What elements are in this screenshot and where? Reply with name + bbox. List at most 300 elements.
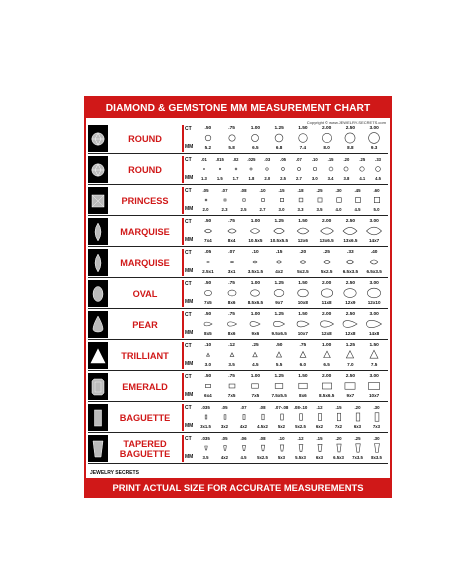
size-cell (354, 155, 370, 184)
princess-shape-icon (253, 194, 272, 206)
carat-value: .45 (354, 188, 361, 193)
column-divider (182, 435, 184, 462)
millimeter-label: MM (185, 144, 194, 150)
size-cell (348, 434, 367, 463)
size-cell (363, 248, 385, 277)
mm-value: 4.5 (354, 207, 361, 212)
size-cell (215, 186, 234, 215)
gem-row (88, 403, 388, 433)
carat-label: CT (185, 281, 192, 287)
mm-value: 5.5 (275, 362, 283, 367)
carat-value: .20 (335, 436, 342, 441)
size-cell (268, 372, 290, 401)
trilliant-shape-icon (221, 349, 243, 361)
emerald-shape-icon (221, 380, 243, 392)
gem-row (88, 310, 388, 340)
tapered-shape-icon (310, 442, 329, 454)
gem-row (88, 124, 388, 154)
tapered-shape-icon (253, 442, 272, 454)
size-cell (363, 217, 385, 246)
carat-value: .05 (202, 188, 209, 193)
size-cell (253, 403, 272, 432)
mm-value: 9x6 (251, 331, 260, 336)
carat-value: 1.00 (250, 126, 261, 131)
column-divider (182, 404, 184, 431)
mm-value: 5.8 (228, 145, 235, 150)
mm-value: 4.5 (375, 176, 381, 181)
size-cell (292, 341, 314, 370)
size-cell (244, 372, 266, 401)
mm-value: 4.1 (359, 176, 366, 181)
carat-label: CT (185, 405, 192, 411)
carat-value: 1.00 (250, 219, 261, 224)
pear-shape-icon (316, 318, 338, 330)
marquise-small-shape-icon (316, 256, 338, 268)
baguette-shape-icon (348, 411, 367, 423)
carat-value: .75 (228, 281, 235, 286)
size-cell (275, 155, 291, 184)
carat-value: .03 (264, 157, 271, 162)
mm-value: 5.2 (204, 145, 212, 150)
marquise-gem-icon (88, 218, 108, 245)
size-cell (316, 248, 338, 277)
gem-name: ROUND (108, 156, 182, 183)
tapered-shape-icon (272, 442, 291, 454)
carat-value: .50 (275, 343, 283, 348)
mm-value: 3.0 (278, 207, 285, 212)
mm-value: 12x9 (345, 300, 356, 305)
carat-value: .12 (297, 436, 304, 441)
size-cell (268, 248, 290, 277)
mm-value: 7x4 (204, 238, 212, 243)
mm-value: 3.3 (297, 207, 304, 212)
size-cell (310, 403, 329, 432)
mm-value: 14x8 (369, 331, 380, 336)
pear-shape-icon (339, 318, 361, 330)
size-cell (348, 403, 367, 432)
size-cell (197, 372, 219, 401)
size-cell (253, 186, 272, 215)
mm-value: 2.7 (296, 176, 302, 181)
round-small-shape-icon (228, 163, 244, 175)
mm-value: 5x2.5 (320, 269, 333, 274)
carat-value: 3.00 (369, 219, 379, 224)
marquise-small-shape-icon (244, 256, 266, 268)
mm-value: 4.5 (240, 455, 247, 460)
size-cell (339, 310, 361, 339)
oval-gem-icon (88, 280, 108, 307)
mm-value: 8x6 (227, 331, 236, 336)
carat-value: .50 (204, 374, 212, 379)
pear-shape-icon (197, 318, 219, 330)
carat-value: 1.50 (298, 219, 308, 224)
oval-shape-icon (197, 287, 219, 299)
mm-value: 8x4 (227, 238, 236, 243)
size-cell (196, 403, 215, 432)
emerald-shape-icon (316, 380, 338, 392)
carat-value: .08-.10 (293, 405, 308, 410)
round-small-shape-icon (323, 163, 339, 175)
size-cell (221, 372, 243, 401)
carat-value: .30 (335, 188, 342, 193)
carat-value: .02 (232, 157, 239, 162)
mm-value: 6x4 (204, 393, 212, 398)
princess-shape-icon (348, 194, 367, 206)
baguette-shape-icon (329, 411, 348, 423)
carat-value: .07 (296, 157, 302, 162)
size-cell (221, 341, 243, 370)
size-cell (253, 434, 272, 463)
round-gem-icon (88, 125, 108, 152)
mm-value: 6.8 (275, 145, 283, 150)
princess-gem-icon (88, 187, 108, 214)
carat-value: 1.00 (250, 312, 261, 317)
carat-value: 2.00 (321, 126, 332, 131)
gem-row (88, 434, 388, 464)
carat-value: .015 (215, 157, 224, 162)
gem-name: MARQUISE (108, 218, 182, 245)
baguette-shape-icon (310, 411, 329, 423)
mm-value: 7.5x5.5 (271, 393, 287, 398)
size-cell (363, 279, 385, 308)
carat-label: CT (185, 374, 192, 380)
tapered-shape-icon (196, 442, 215, 454)
size-cell (234, 434, 253, 463)
size-cell (221, 279, 243, 308)
carat-value: 2.50 (345, 219, 356, 224)
carat-value: .06 (240, 436, 247, 441)
tapered-shape-icon (367, 442, 386, 454)
size-cells (196, 217, 386, 246)
mm-value: 4.5x2 (257, 424, 268, 429)
gem-name: BAGUETTE (108, 404, 182, 431)
mm-value: 3.5x1.5 (247, 269, 264, 274)
carat-value: 2.00 (321, 312, 332, 317)
carat-value: .12 (316, 405, 323, 410)
carat-value: .30 (373, 436, 380, 441)
mm-value: 6.5x3 (333, 455, 344, 460)
size-cell (323, 155, 339, 184)
size-cell (197, 310, 219, 339)
carat-value: 2.00 (321, 219, 332, 224)
round-shape-icon (221, 132, 243, 144)
round-gem-icon (88, 156, 108, 183)
carat-value: .25 (323, 250, 330, 255)
mm-value: 4x2 (239, 424, 248, 429)
size-cell (244, 155, 260, 184)
princess-shape-icon (215, 194, 234, 206)
carat-value: .05 (221, 436, 228, 441)
column-divider (182, 280, 184, 307)
mm-value: 6.5x3.5 (342, 269, 359, 274)
column-divider (182, 249, 184, 276)
carat-value: .18 (297, 188, 304, 193)
carat-value: .01 (201, 157, 207, 162)
size-cell (259, 155, 275, 184)
size-cell (221, 124, 243, 153)
marquise-small-shape-icon (268, 256, 290, 268)
carat-value: 1.25 (274, 281, 284, 286)
mm-value: 9x7 (346, 393, 355, 398)
baguette-shape-icon (291, 411, 310, 423)
carat-value: 1.25 (274, 312, 284, 317)
mm-value: 3x1.5 (200, 424, 211, 429)
carat-value: 1.00 (250, 374, 261, 379)
size-cells (196, 186, 386, 215)
mm-value: 6.0 (299, 362, 307, 367)
round-small-shape-icon (354, 163, 370, 175)
mm-value: 5x2.5 (295, 424, 306, 429)
round-small-shape-icon (370, 163, 386, 175)
mm-value: 2.5 (280, 176, 286, 181)
size-cell (228, 155, 244, 184)
print-instructions-banner: PRINT ACTUAL SIZE FOR ACCURATE MEASUREMENTS (86, 478, 390, 496)
tapered-baguette-gem-icon (88, 435, 108, 462)
mm-value: 4.5 (252, 362, 259, 367)
oval-shape-icon (244, 287, 266, 299)
size-cell (292, 279, 314, 308)
mm-value: 4x2 (275, 269, 283, 274)
size-cell (292, 310, 314, 339)
marquise-shape-icon (244, 225, 266, 237)
trilliant-shape-icon (316, 349, 338, 361)
size-cell (268, 310, 290, 339)
mm-value: 4x2 (220, 455, 229, 460)
gem-name: EMERALD (108, 373, 182, 400)
carat-value: .20 (343, 157, 350, 162)
size-cell (291, 434, 310, 463)
mm-value: 10x8 (297, 300, 308, 305)
carat-value: .25 (359, 157, 366, 162)
carat-value: .10 (204, 343, 212, 348)
carat-value: .10 (252, 250, 259, 255)
trilliant-shape-icon (363, 349, 385, 361)
marquise-small-shape-icon (197, 256, 219, 268)
emerald-shape-icon (363, 380, 385, 392)
baguette-gem-icon (88, 404, 108, 431)
marquise-gem-icon (88, 249, 108, 276)
size-cell (221, 310, 243, 339)
carat-value: .40 (370, 250, 378, 255)
size-cells (196, 341, 386, 370)
size-cell (272, 403, 291, 432)
mm-value: 1.3 (201, 176, 207, 181)
carat-value: .75 (228, 126, 235, 131)
size-cell (339, 248, 361, 277)
size-cell (215, 403, 234, 432)
baguette-shape-icon (253, 411, 272, 423)
gem-row (88, 248, 388, 278)
carat-value: .10 (259, 188, 266, 193)
size-cell (329, 186, 348, 215)
princess-shape-icon (329, 194, 348, 206)
mm-value: 3.0 (311, 176, 318, 181)
millimeter-label: MM (185, 268, 194, 274)
size-cell (234, 186, 253, 215)
gem-row (88, 341, 388, 371)
mm-value: 2.7 (259, 207, 266, 212)
carat-value: .50 (204, 126, 212, 131)
gem-name: PRINCESS (108, 187, 182, 214)
mm-value: 10x7 (369, 393, 380, 398)
mm-value: 7.5 (370, 362, 378, 367)
carat-value: 1.00 (250, 281, 261, 286)
size-cells (196, 434, 386, 463)
round-shape-icon (244, 132, 266, 144)
emerald-shape-icon (197, 380, 219, 392)
millimeter-label: MM (185, 299, 194, 305)
carat-value: .25 (316, 188, 323, 193)
carat-value: 2.50 (345, 281, 356, 286)
baguette-shape-icon (215, 411, 234, 423)
mm-value: 13x6.5 (343, 238, 358, 243)
mm-value: 1.8 (248, 176, 255, 181)
marquise-shape-icon (268, 225, 290, 237)
pear-shape-icon (221, 318, 243, 330)
trilliant-shape-icon (339, 349, 361, 361)
size-cell (196, 186, 215, 215)
column-divider (182, 156, 184, 183)
trilliant-shape-icon (292, 349, 314, 361)
size-cell (339, 341, 361, 370)
emerald-shape-icon (268, 380, 290, 392)
carat-value: 1.50 (298, 126, 308, 131)
baguette-shape-icon (367, 411, 386, 423)
mm-value: 8x6 (299, 393, 307, 398)
size-cells (196, 372, 386, 401)
size-cell (197, 341, 219, 370)
round-shape-icon (197, 132, 219, 144)
mm-value: 10.5x5 (248, 238, 263, 243)
gem-row (88, 372, 388, 402)
millimeter-label: MM (185, 330, 194, 336)
round-shape-icon (316, 132, 338, 144)
size-cell (291, 155, 307, 184)
size-cell (197, 248, 219, 277)
mm-value: 3x1 (227, 269, 236, 274)
carat-value: .75 (228, 374, 235, 379)
gem-row (88, 155, 388, 185)
size-cell (234, 403, 253, 432)
carat-value: .08 (259, 436, 266, 441)
mm-value: 2.5x1 (202, 269, 214, 274)
carat-value: .30 (373, 405, 380, 410)
emerald-shape-icon (339, 380, 361, 392)
size-cell (221, 248, 243, 277)
mm-value: 2.0 (202, 207, 209, 212)
round-small-shape-icon (259, 163, 275, 175)
marquise-shape-icon (292, 225, 314, 237)
mm-value: 13x6.5 (319, 238, 334, 243)
mm-value: 8.5x6.5 (318, 393, 335, 398)
carat-value: .05 (280, 157, 286, 162)
carat-label: CT (185, 126, 192, 132)
size-cell (363, 341, 385, 370)
carat-value: .05 (221, 405, 228, 410)
millimeter-label: MM (185, 237, 194, 243)
mm-value: 5x3 (277, 455, 286, 460)
carat-value: 2.50 (345, 374, 356, 379)
carat-value: 1.50 (298, 374, 308, 379)
mm-value: 11x8 (321, 300, 332, 305)
mm-value: 9.3 (370, 145, 378, 150)
size-cell (339, 124, 361, 153)
carat-value: .15 (335, 405, 342, 410)
carat-value: 1.25 (274, 126, 284, 131)
size-cell (268, 279, 290, 308)
size-cell (197, 124, 219, 153)
size-cells (196, 124, 386, 153)
millimeter-label: MM (185, 175, 194, 181)
size-cell (339, 217, 361, 246)
gem-row (88, 186, 388, 216)
size-cell (268, 217, 290, 246)
size-cell (348, 186, 367, 215)
princess-shape-icon (272, 194, 291, 206)
marquise-small-shape-icon (221, 256, 243, 268)
carat-value: 1.50 (298, 281, 308, 286)
size-cell (316, 217, 338, 246)
mm-value: 1.7 (232, 176, 239, 181)
mm-value: 6.5 (252, 145, 259, 150)
marquise-shape-icon (197, 225, 219, 237)
oval-shape-icon (221, 287, 243, 299)
round-shape-icon (363, 132, 385, 144)
carat-value: 1.50 (369, 343, 379, 348)
mm-value: 5x2.5 (297, 269, 309, 274)
size-cell (316, 310, 338, 339)
size-cells (196, 155, 386, 184)
princess-shape-icon (196, 194, 215, 206)
pear-gem-icon (88, 311, 108, 338)
mm-value: 6x2 (315, 424, 324, 429)
copyright-note: Copyright © www.JEWELRY-SECRETS.com (306, 120, 386, 125)
size-cell (370, 155, 386, 184)
size-cell (244, 248, 266, 277)
oval-shape-icon (339, 287, 361, 299)
mm-value: 12x8 (345, 331, 356, 336)
carat-value: 2.00 (321, 374, 332, 379)
carat-value: 3.00 (369, 281, 379, 286)
round-small-shape-icon (307, 163, 323, 175)
mm-value: 12x10 (367, 300, 381, 305)
millimeter-label: MM (185, 423, 194, 429)
pear-shape-icon (363, 318, 385, 330)
gem-name: MARQUISE (108, 249, 182, 276)
carat-value: .50 (204, 312, 212, 317)
carat-value: .07 (240, 405, 247, 410)
trilliant-gem-icon (88, 342, 108, 369)
size-cell (316, 279, 338, 308)
carat-value: .10 (311, 157, 318, 162)
millimeter-label: MM (185, 206, 194, 212)
carat-value: .75 (299, 343, 307, 348)
princess-shape-icon (234, 194, 253, 206)
mm-value: 9.5x6.5 (271, 331, 287, 336)
carat-value: .25 (252, 343, 259, 348)
carat-value: .07 (228, 250, 235, 255)
carat-value: .33 (347, 250, 354, 255)
carat-value: 1.50 (298, 312, 308, 317)
size-cell (215, 434, 234, 463)
emerald-gem-icon (88, 373, 108, 400)
size-cell (363, 124, 385, 153)
emerald-shape-icon (244, 380, 266, 392)
size-cell (268, 124, 290, 153)
round-small-shape-icon (291, 163, 307, 175)
marquise-shape-icon (363, 225, 385, 237)
baguette-shape-icon (196, 411, 215, 423)
